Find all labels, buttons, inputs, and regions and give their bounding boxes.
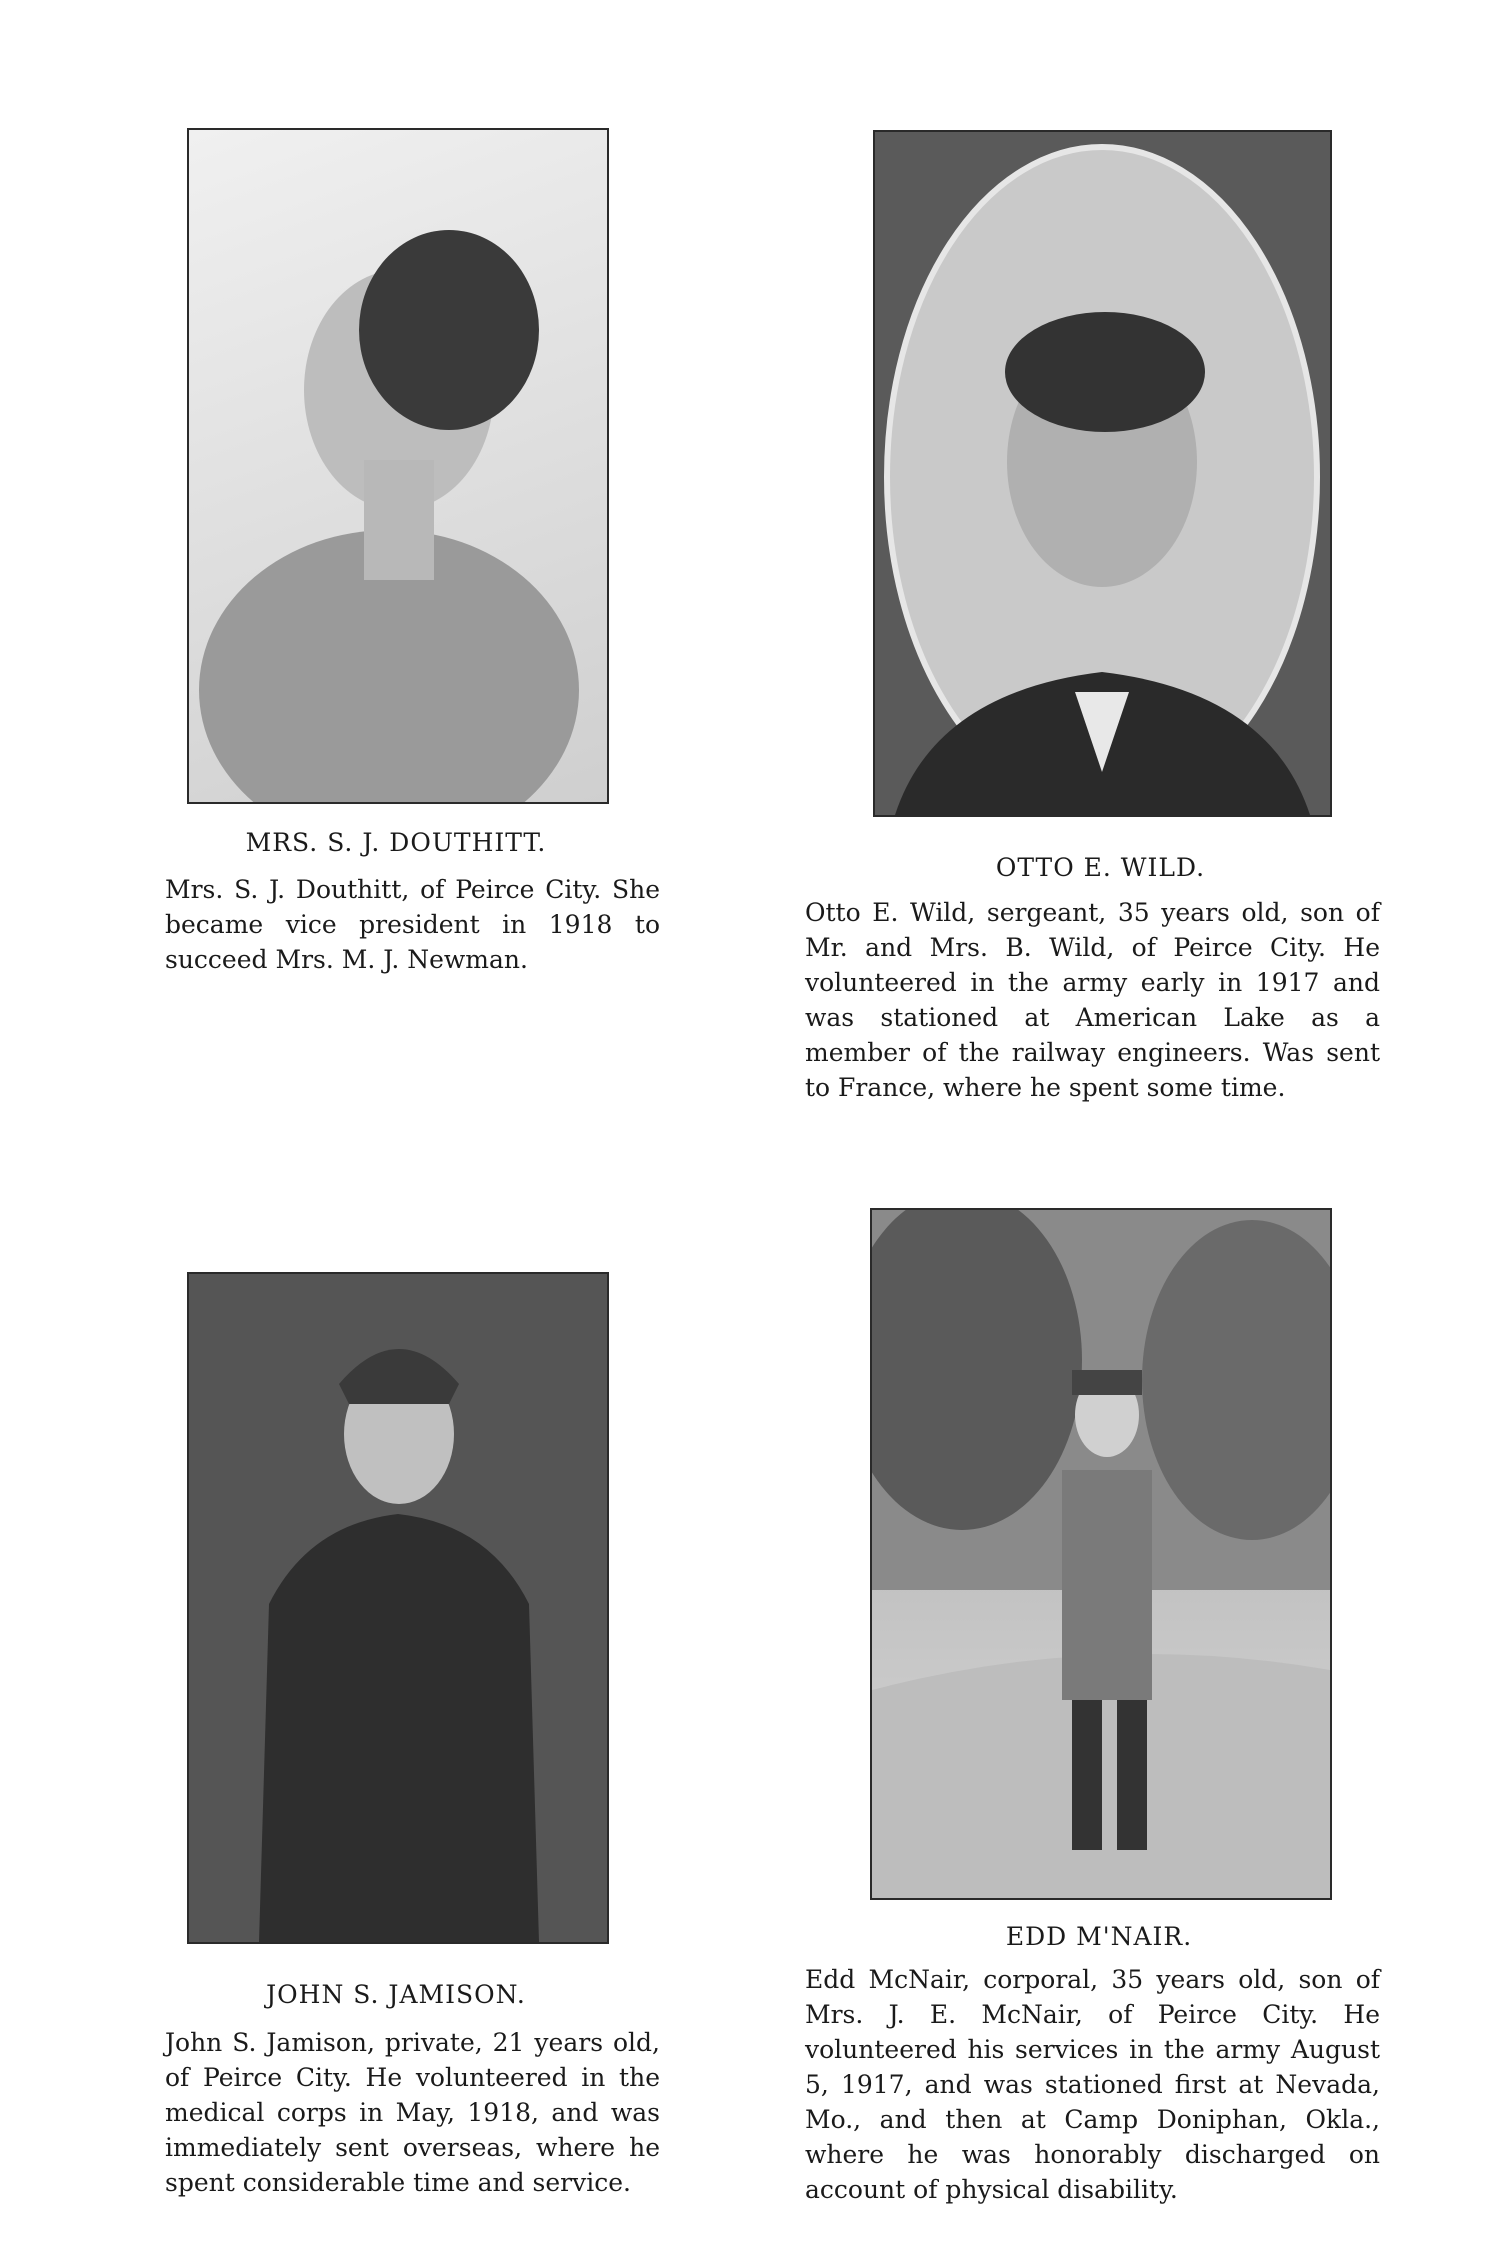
caption-text: John S. Jamison, private, 21 years old, of Peirce City. He volunteered in the medical corps in May, 1918, and was immediately sent overseas, where he spent considerable time and service. [165,2028,660,2197]
portrait-photo-mcnair [870,1208,1332,1900]
caption-text: Mrs. S. J. Douthitt, of Peirce City. She became vice president in 1918 to succeed Mrs. M. J. Newman. [165,875,660,974]
caption-name: EDD M'NAIR. [1005,1922,1193,1951]
portrait-photo-jamison [187,1272,609,1944]
caption-text: Edd McNair, corporal, 35 years old, son of Mrs. J. E. McNair, of Peirce City. He volunteered his services in the army August 5, 1917, and was stationed first at Nevada, Mo., and then at Camp Doniphan, Okla., where he was honorably discharged on account of physical disability. [805,1965,1380,2204]
caption-text: Otto E. Wild, sergeant, 35 years old, son of Mr. and Mrs. B. Wild, of Peirce City. He volunteered in the army early in 1917 and was stationed at American Lake as a member of the railway engineers. Was sent to France, where he spent some time. [805,898,1380,1102]
portrait-photo-wild [873,130,1332,817]
caption-name: OTTO E. WILD. [995,853,1206,882]
caption-name: MRS. S. J. DOUTHITT. [245,828,547,857]
caption-name: JOHN S. JAMISON. [266,1980,526,2009]
portrait-photo-douthitt [187,128,609,804]
